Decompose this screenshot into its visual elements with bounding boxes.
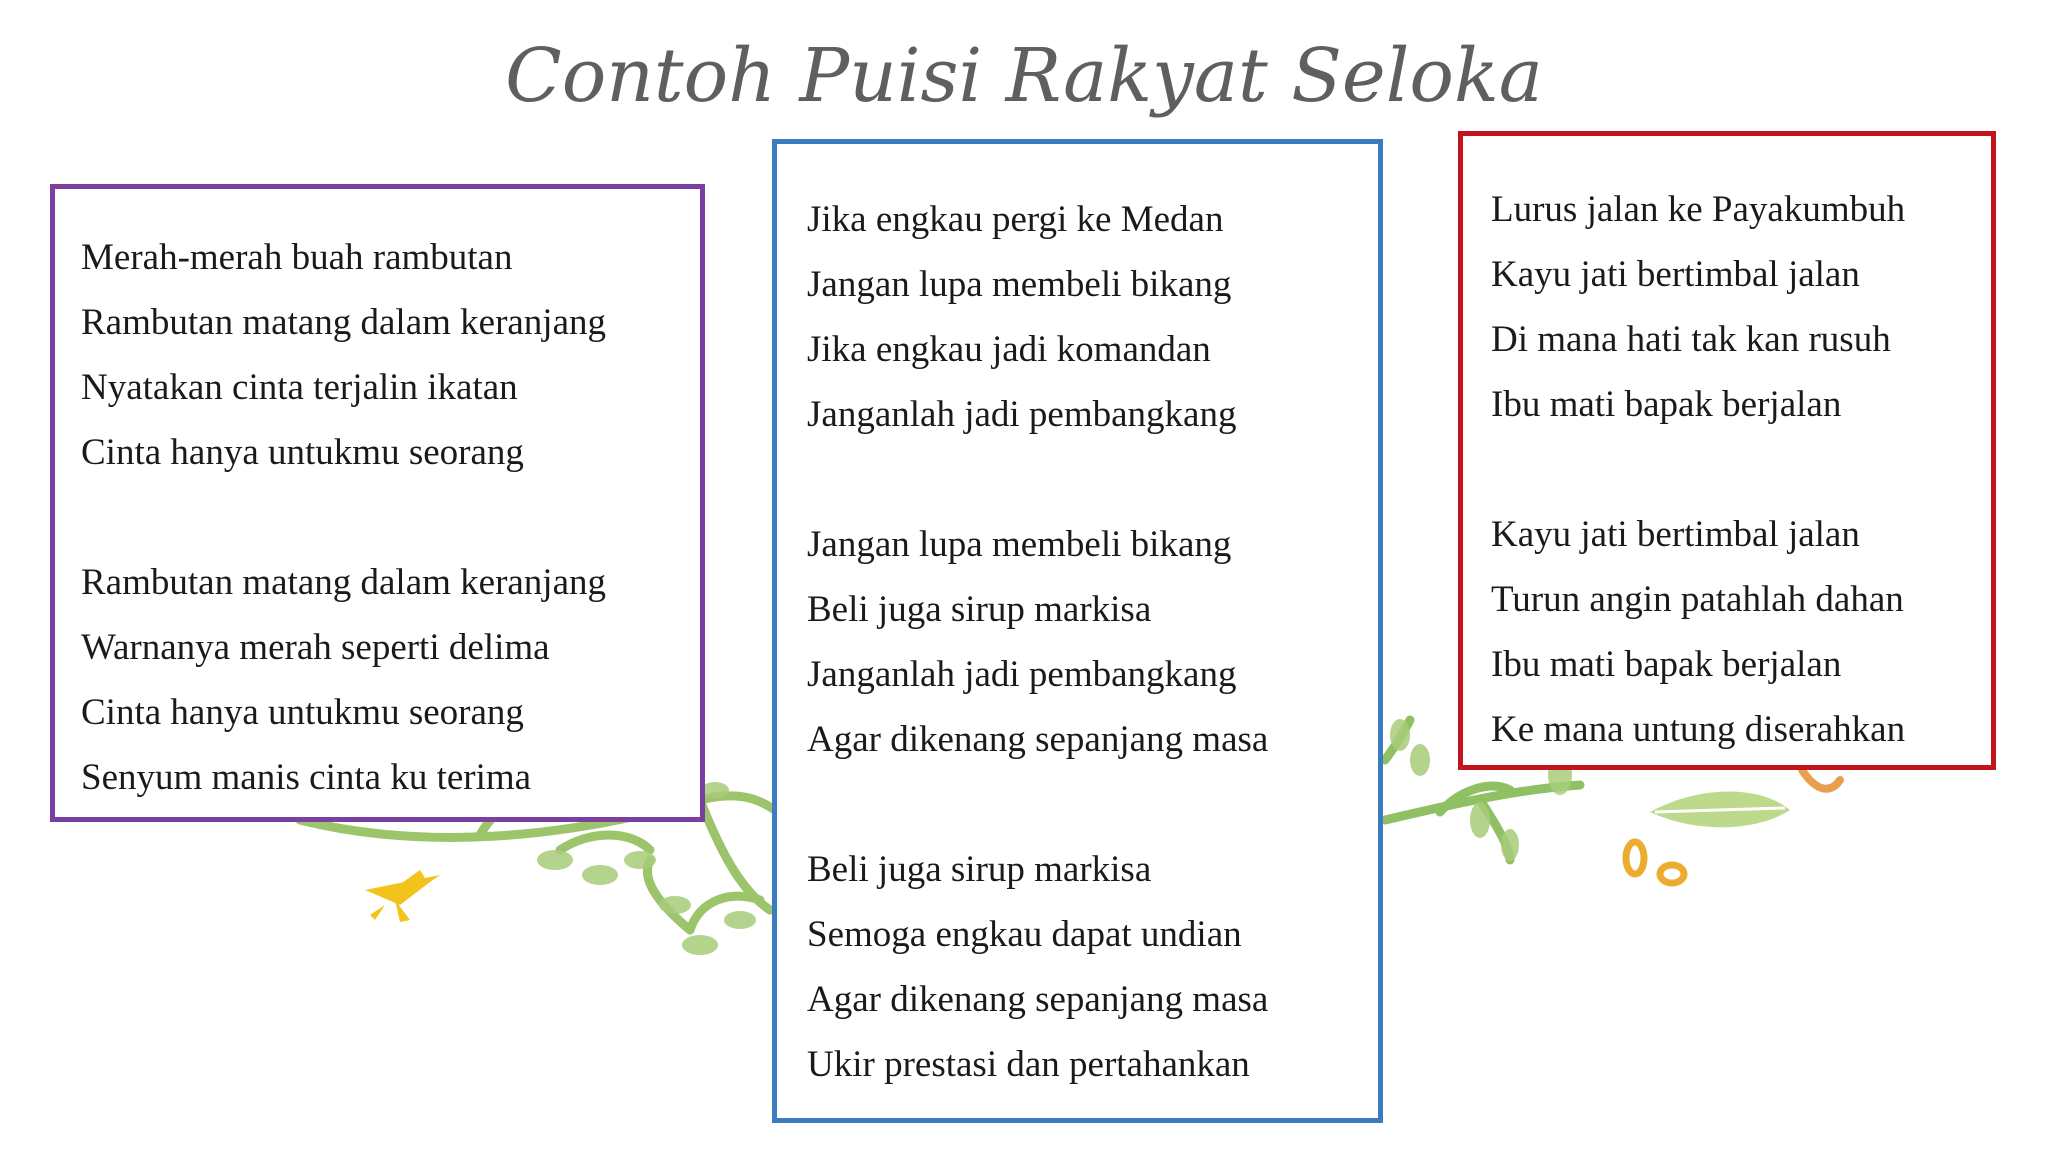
page-title: Contoh Puisi Rakyat Seloka bbox=[505, 33, 1543, 119]
poem-line: Cinta hanya untukmu seorang bbox=[81, 692, 524, 733]
poem-line: Merah-merah buah rambutan bbox=[81, 237, 513, 278]
poem-line: Rambutan matang dalam keranjang bbox=[81, 302, 607, 343]
stanza bbox=[807, 837, 1378, 1097]
poem-line: Beli juga sirup markisa bbox=[807, 849, 1152, 890]
poem-line: Kayu jati bertimbal jalan bbox=[1491, 254, 1860, 295]
stanza bbox=[807, 187, 1378, 447]
poem-line: Jika engkau pergi ke Medan bbox=[807, 199, 1224, 240]
orange-leaf-icon bbox=[1802, 770, 1840, 789]
poem-box-blue bbox=[772, 139, 1383, 1123]
poem-line: Ibu mati bapak berjalan bbox=[1491, 384, 1842, 425]
poem-line: Jangan lupa membeli bikang bbox=[807, 264, 1232, 305]
poem-line: Jangan lupa membeli bikang bbox=[807, 524, 1232, 565]
yellow-flower-icon bbox=[365, 870, 440, 922]
poem-line: Senyum manis cinta ku terima bbox=[81, 757, 532, 798]
poem-text bbox=[777, 187, 1378, 1097]
poem-line: Nyatakan cinta terjalin ikatan bbox=[81, 367, 518, 408]
poem-line: Semoga engkau dapat undian bbox=[807, 914, 1242, 955]
poem-line: Agar dikenang sepanjang masa bbox=[807, 979, 1269, 1020]
stanza bbox=[807, 512, 1378, 772]
poem-line: Turun angin patahlah dahan bbox=[1491, 579, 1904, 620]
poem-line: Beli juga sirup markisa bbox=[807, 589, 1152, 630]
poem-line: Kayu jati bertimbal jalan bbox=[1491, 514, 1860, 555]
poem-line: Lurus jalan ke Payakumbuh bbox=[1491, 189, 1906, 230]
poem-text bbox=[1463, 177, 1991, 762]
poem-line: Ukir prestasi dan pertahankan bbox=[807, 1044, 1250, 1085]
stanza bbox=[1491, 177, 1991, 437]
poem-line: Warnanya merah seperti delima bbox=[81, 627, 550, 668]
stanza bbox=[81, 225, 700, 485]
poem-box-red bbox=[1458, 131, 1996, 770]
poem-line: Di mana hati tak kan rusuh bbox=[1491, 319, 1891, 360]
stanza bbox=[81, 550, 700, 810]
poem-line: Janganlah jadi pembangkang bbox=[807, 654, 1237, 695]
poem-line: Agar dikenang sepanjang masa bbox=[807, 719, 1269, 760]
poem-line: Cinta hanya untukmu seorang bbox=[81, 432, 524, 473]
stanza bbox=[1491, 502, 1991, 762]
poem-text bbox=[55, 225, 700, 810]
poem-line: Jika engkau jadi komandan bbox=[807, 329, 1211, 370]
poem-line: Rambutan matang dalam keranjang bbox=[81, 562, 607, 603]
poem-box-purple bbox=[50, 184, 705, 822]
poem-line: Ke mana untung diserahkan bbox=[1491, 709, 1906, 750]
poem-line: Ibu mati bapak berjalan bbox=[1491, 644, 1842, 685]
poem-line: Janganlah jadi pembangkang bbox=[807, 394, 1237, 435]
seed-icons bbox=[1626, 842, 1684, 883]
